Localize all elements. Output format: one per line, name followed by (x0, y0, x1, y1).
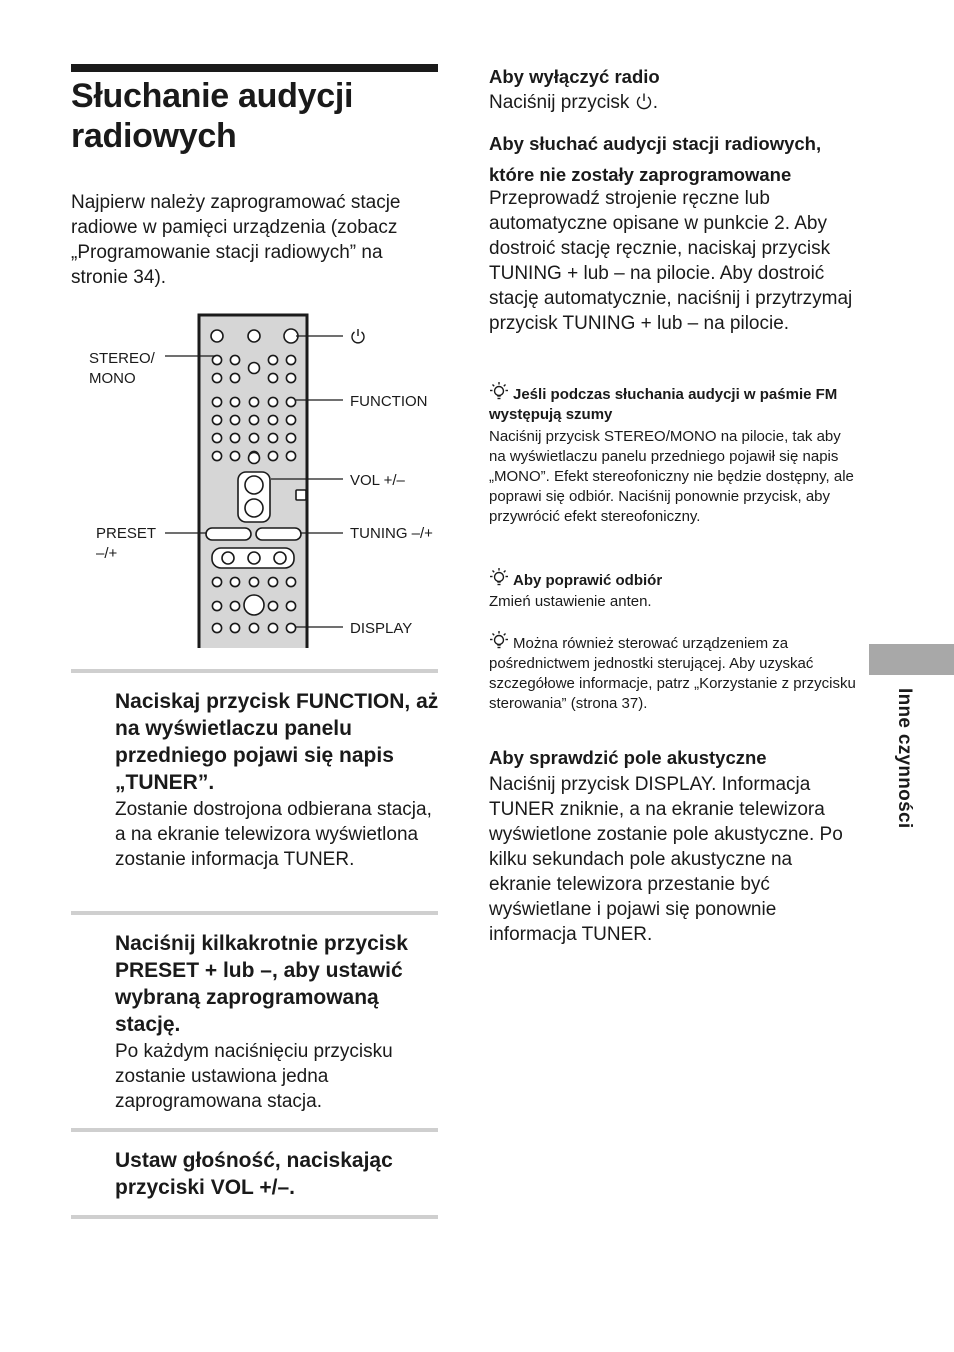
remote-button (268, 355, 277, 364)
remote-button (244, 595, 264, 615)
remote-button (212, 451, 221, 460)
remote-button (286, 577, 295, 586)
remote-button (212, 415, 221, 424)
remote-button (212, 601, 221, 610)
step-rule (71, 1128, 438, 1132)
remote-button (249, 363, 260, 374)
remote-button (212, 577, 221, 586)
step-1-body: Zostanie dostrojona odbierana stacja, a na ekranie telewizora wyświetlona zostanie informacja TUNER. (115, 799, 432, 870)
remote-button (268, 451, 277, 460)
remote-button (230, 601, 239, 610)
label-stereo-mono: STEREO/ MONO (89, 350, 155, 387)
remote-button (286, 415, 295, 424)
remote-button (256, 528, 301, 540)
body-turn-off-radio: Naciśnij przycisk . (489, 92, 658, 113)
power-icon (350, 327, 366, 345)
remote-button (248, 552, 260, 564)
remote-button (268, 433, 277, 442)
remote-button (286, 373, 295, 382)
remote-button (286, 355, 295, 364)
section-tab-marker (869, 644, 954, 675)
heading-sound-field: Aby sprawdzić pole akustyczne (489, 747, 767, 768)
tip-icon (489, 381, 509, 403)
step-2-body: Po każdym naciśnięciu przycisku zostanie ustawiona jedna zaprogramowana stacja. (115, 1041, 393, 1112)
tip-icon (489, 567, 509, 589)
step-rule (71, 669, 438, 673)
remote-button (249, 397, 258, 406)
remote-button (230, 355, 239, 364)
label-function: FUNCTION (350, 393, 428, 410)
remote-button (296, 490, 306, 500)
body-sound-field: Naciśnij przycisk DISPLAY. Informacja TUNER zniknie, a na ekranie telewizora wyświetlone zostanie pole akustyczne. Po kilku sekundach pole akustyczne na ekranie telewizora przestanie być wyświetlane i pojawi się ponownie informacja TUNER. (489, 774, 843, 945)
label-vol: VOL +/– (350, 472, 405, 489)
step-2-heading: Naciśnij kilkakrotnie przycisk PRESET + lub –, aby ustawić wybraną zaprogramowaną stację. (115, 932, 408, 1036)
remote-button (268, 601, 277, 610)
remote-button (230, 623, 239, 632)
remote-button (286, 433, 295, 442)
remote-button (230, 577, 239, 586)
remote-button (245, 476, 263, 494)
remote-button (211, 330, 223, 342)
remote-button (274, 552, 286, 564)
label-display: DISPLAY (350, 620, 413, 637)
remote-control-illustration (196, 312, 316, 648)
remote-button (249, 577, 258, 586)
remote-button (212, 397, 221, 406)
remote-button (212, 373, 221, 382)
tip-icon (489, 630, 509, 652)
remote-button (248, 330, 260, 342)
tip-1-body: Naciśnij przycisk STEREO/MONO na pilocie, tak aby na wyświetlaczu panelu przedniego pojawił się napis „MONO”. Efekt stereofoniczny nie będzie dostępny, ale poprawi się odbiór. Naciśnij ponownie przycisk, aby przywrócić efekt stereofoniczny. (489, 428, 854, 525)
step-rule (71, 911, 438, 915)
remote-button (212, 355, 221, 364)
label-preset: PRESET –/+ (96, 525, 157, 562)
remote-button (268, 373, 277, 382)
remote-button (286, 601, 295, 610)
label-tuning: TUNING –/+ (350, 525, 433, 542)
tip-3-body: Można również sterować urządzeniem za pośrednictwem jednostki sterującej. Aby uzyskać szczegółowe informacje, patrz „Korzystanie z przycisku sterowania” (strona 37). (489, 630, 859, 714)
tip-1-heading: Jeśli podczas słuchania audycji w paśmie FM występują szumy (489, 381, 859, 425)
heading-unprogrammed: Aby słuchać audycji stacji radiowych, które nie zostały zaprogramowane (489, 133, 822, 185)
step-rule (71, 1215, 438, 1219)
remote-button (230, 415, 239, 424)
remote-button (249, 453, 260, 464)
page-title: Słuchanie audycji radiowych (71, 77, 354, 155)
remote-button (230, 433, 239, 442)
remote-button (286, 623, 295, 632)
body-unprogrammed: Przeprowadź strojenie ręczne lub automatyczne opisane w punkcie 2. Aby dostroić stację ręcznie, naciskaj przycisk TUNING + lub – na pilocie. Aby dostroić stację automatycznie, naciśnij i przytrzymaj przycisk TUNING + lub – na pilocie. (489, 188, 853, 334)
remote-button (268, 623, 277, 632)
power-icon (635, 92, 653, 110)
section-tab-label: Inne czynności (894, 688, 915, 829)
remote-button (212, 433, 221, 442)
remote-button (268, 397, 277, 406)
title-rule (71, 64, 438, 72)
remote-button (212, 623, 221, 632)
remote-button (286, 451, 295, 460)
step-1-heading: Naciskaj przycisk FUNCTION, aż na wyświetlaczu panelu przedniego pojawi się napis „TUNER”. (115, 690, 439, 794)
remote-button (206, 528, 251, 540)
remote-button (249, 623, 258, 632)
intro-paragraph: Najpierw należy zaprogramować stacje radiowe w pamięci urządzenia (zobacz „Programowanie stacji radiowych” na stronie 34). (71, 192, 401, 288)
remote-button (230, 451, 239, 460)
remote-button (284, 329, 298, 343)
remote-button (230, 373, 239, 382)
remote-button (286, 397, 295, 406)
heading-turn-off-radio: Aby wyłączyć radio (489, 66, 660, 87)
tip-2-body: Zmień ustawienie anten. (489, 593, 652, 610)
remote-button (249, 433, 258, 442)
remote-button (268, 415, 277, 424)
remote-button (245, 499, 263, 517)
remote-button (222, 552, 234, 564)
tip-2-heading: Aby poprawić odbiór (489, 567, 859, 591)
remote-button (249, 415, 258, 424)
step-3-heading: Ustaw głośność, naciskając przyciski VOL +/–. (115, 1149, 393, 1199)
remote-button (230, 397, 239, 406)
remote-button (268, 577, 277, 586)
